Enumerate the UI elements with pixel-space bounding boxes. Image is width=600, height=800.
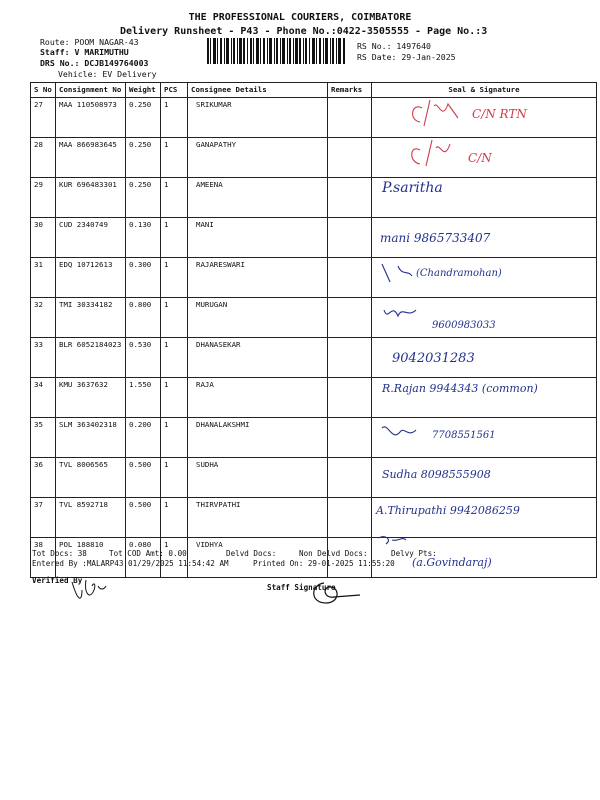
- cell-signature: [372, 298, 597, 338]
- col-pcs: PCS: [161, 83, 188, 98]
- handwritten-signature-icon: [372, 92, 600, 144]
- col-consignee: Consignee Details: [188, 83, 328, 98]
- cell-weight: 0.530: [126, 338, 161, 378]
- cell-consignment-no: BLR 6052184023: [56, 338, 126, 378]
- printed-on: Printed On: 29-01-2025 11:55:20: [253, 559, 395, 568]
- cell-pcs: 1: [161, 378, 188, 418]
- barcode-icon: [207, 38, 345, 64]
- cell-remarks: [328, 498, 372, 538]
- table-row: [31, 378, 597, 418]
- cell-weight: 0.250: [126, 138, 161, 178]
- cell-signature: [372, 418, 597, 458]
- handwritten-signature-icon: [372, 412, 600, 464]
- staff-signature-icon: [300, 575, 380, 607]
- cell-sno: 33: [31, 338, 56, 378]
- cell-consignment-no: TVL 8006565: [56, 458, 126, 498]
- cell-weight: 0.300: [126, 258, 161, 298]
- cell-signature: [372, 458, 597, 498]
- cell-sno: 28: [31, 138, 56, 178]
- col-signature: Seal & Signature: [372, 83, 597, 98]
- cell-consignment-no: TMI 30334182: [56, 298, 126, 338]
- cell-weight: 0.130: [126, 218, 161, 258]
- handwritten-signature-icon: [372, 332, 600, 384]
- cell-sno: 38: [31, 538, 56, 578]
- cell-weight: 0.500: [126, 498, 161, 538]
- cell-pcs: 1: [161, 538, 188, 578]
- cell-weight: 0.800: [126, 298, 161, 338]
- signature-text: Sudha 8098555908: [382, 468, 491, 481]
- total-docs: Tot Docs: 38: [32, 549, 87, 558]
- cell-weight: 1.550: [126, 378, 161, 418]
- cell-consignment-no: KMU 3637632: [56, 378, 126, 418]
- cell-signature: [372, 338, 597, 378]
- signature-text: C/N RTN: [472, 107, 527, 121]
- col-weight: Weight: [126, 83, 161, 98]
- signature-text: P.saritha: [382, 180, 443, 196]
- handwritten-signature-icon: [372, 532, 600, 584]
- cell-sno: 31: [31, 258, 56, 298]
- cell-pcs: 1: [161, 418, 188, 458]
- cell-sno: 27: [31, 98, 56, 138]
- cell-remarks: [328, 98, 372, 138]
- cell-sno: 37: [31, 498, 56, 538]
- cell-consignee: GANAPATHY: [188, 138, 328, 178]
- cell-signature: [372, 378, 597, 418]
- verified-signature-icon: [68, 572, 138, 608]
- cell-consignment-no: TVL 8592718: [56, 498, 126, 538]
- drs-number: DRS No.: DCJB149764003: [40, 58, 149, 68]
- cell-consignment-no: CUD 2340749: [56, 218, 126, 258]
- cell-sno: 36: [31, 458, 56, 498]
- cell-weight: 0.080: [126, 538, 161, 578]
- signature-text: C/N: [468, 151, 492, 165]
- cell-consignee: MURUGAN: [188, 298, 328, 338]
- cell-weight: 0.500: [126, 458, 161, 498]
- cell-sno: 35: [31, 418, 56, 458]
- signature-text: (a.Govindaraj): [412, 556, 492, 569]
- cell-remarks: [328, 178, 372, 218]
- cell-consignment-no: KUR 696483301: [56, 178, 126, 218]
- signature-text: mani 9865733407: [380, 231, 491, 245]
- entered-by: Entered By :MALARP43 01/29/2025 11:54:42 AM: [32, 559, 229, 568]
- table-row: [31, 298, 597, 338]
- cell-weight: 0.200: [126, 418, 161, 458]
- cell-pcs: 1: [161, 458, 188, 498]
- handwritten-signature-icon: [372, 492, 600, 544]
- cell-consignee: AMEENA: [188, 178, 328, 218]
- cell-consignee: DHANALAKSHMI: [188, 418, 328, 458]
- cell-sno: 34: [31, 378, 56, 418]
- handwritten-signature-icon: [372, 212, 600, 264]
- cell-sno: 30: [31, 218, 56, 258]
- cell-consignment-no: SLM 363402318: [56, 418, 126, 458]
- delivery-points: Delvy Pts:: [391, 549, 437, 558]
- staff-text: Staff: V MARIMUTHU: [40, 47, 129, 57]
- signature-text: 9042031283: [392, 351, 475, 366]
- cell-consignee: THIRVPATHI: [188, 498, 328, 538]
- table-row: [31, 98, 597, 138]
- col-sno: S No: [31, 83, 56, 98]
- cell-pcs: 1: [161, 498, 188, 538]
- col-remarks: Remarks: [328, 83, 372, 98]
- runsheet-subtitle: Delivery Runsheet - P43 - Phone No.:0422-3505555 - Page No.:3: [120, 26, 488, 37]
- cell-sno: 29: [31, 178, 56, 218]
- cell-remarks: [328, 138, 372, 178]
- cell-signature: [372, 258, 597, 298]
- rs-date: RS Date: 29-Jan-2025: [357, 52, 456, 62]
- cell-signature: [372, 498, 597, 538]
- cell-pcs: 1: [161, 298, 188, 338]
- cell-consignment-no: MAA 110508973: [56, 98, 126, 138]
- cell-consignee: MANI: [188, 218, 328, 258]
- cell-consignee: RAJARESWARI: [188, 258, 328, 298]
- cell-consignee: RAJA: [188, 378, 328, 418]
- cell-remarks: [328, 338, 372, 378]
- handwritten-signature-icon: [372, 132, 600, 184]
- vehicle-text: Vehicle: EV Delivery: [58, 69, 157, 79]
- delivered-docs: Delvd Docs:: [226, 549, 277, 558]
- non-delivered-docs: Non Delvd Docs:: [299, 549, 368, 558]
- table-header-row: [31, 83, 597, 98]
- cell-sno: 32: [31, 298, 56, 338]
- cell-consignment-no: EDQ 10712613: [56, 258, 126, 298]
- cell-remarks: [328, 298, 372, 338]
- cell-pcs: 1: [161, 98, 188, 138]
- signature-text: R.Rajan 9944343 (common): [382, 382, 538, 395]
- total-cod-amount: Tot COD Amt: 0.00: [109, 549, 187, 558]
- cell-consignee: SRIKUMAR: [188, 98, 328, 138]
- table-row: [31, 138, 597, 178]
- cell-weight: 0.250: [126, 98, 161, 138]
- handwritten-signature-icon: [372, 292, 600, 344]
- signature-text: A.Thirupathi 9942086259: [376, 504, 520, 517]
- cell-pcs: 1: [161, 218, 188, 258]
- handwritten-signature-icon: [372, 172, 600, 224]
- cell-signature: [372, 138, 597, 178]
- cell-remarks: [328, 418, 372, 458]
- table-row: [31, 178, 597, 218]
- cell-consignment-no: POL 188810: [56, 538, 126, 578]
- table-row: [31, 258, 597, 298]
- cell-remarks: [328, 258, 372, 298]
- col-consignment-no: Consignment No: [56, 83, 126, 98]
- handwritten-signature-icon: [372, 372, 600, 424]
- staff-signature-label: Staff Signature: [267, 583, 336, 592]
- cell-consignee: SUDHA: [188, 458, 328, 498]
- cell-pcs: 1: [161, 258, 188, 298]
- route-text: Route: POOM NAGAR-43: [40, 37, 139, 47]
- cell-remarks: [328, 458, 372, 498]
- table-row: [31, 498, 597, 538]
- table-row: [31, 418, 597, 458]
- cell-pcs: 1: [161, 178, 188, 218]
- cell-consignee: DHANASEKAR: [188, 338, 328, 378]
- company-title: THE PROFESSIONAL COURIERS, COIMBATORE: [188, 12, 412, 23]
- signature-text: 7708551561: [432, 430, 496, 441]
- handwritten-signature-icon: [372, 252, 600, 304]
- table-row: [31, 338, 597, 378]
- table-row: [31, 458, 597, 498]
- cell-signature: [372, 178, 597, 218]
- cell-signature: [372, 218, 597, 258]
- cell-signature: [372, 98, 597, 138]
- runsheet-table: [30, 82, 597, 578]
- cell-weight: 0.250: [126, 178, 161, 218]
- rs-number: RS No.: 1497640: [357, 41, 431, 51]
- cell-consignment-no: MAA 866983645: [56, 138, 126, 178]
- cell-remarks: [328, 218, 372, 258]
- table-row: [31, 218, 597, 258]
- cell-pcs: 1: [161, 338, 188, 378]
- handwritten-signature-icon: [372, 452, 600, 504]
- cell-consignee: VIDHYA: [188, 538, 328, 578]
- verified-by-label: Verified By: [32, 576, 83, 585]
- cell-remarks: [328, 378, 372, 418]
- signature-text: 9600983033: [432, 320, 496, 331]
- signature-text: (Chandramohan): [416, 268, 502, 279]
- cell-pcs: 1: [161, 138, 188, 178]
